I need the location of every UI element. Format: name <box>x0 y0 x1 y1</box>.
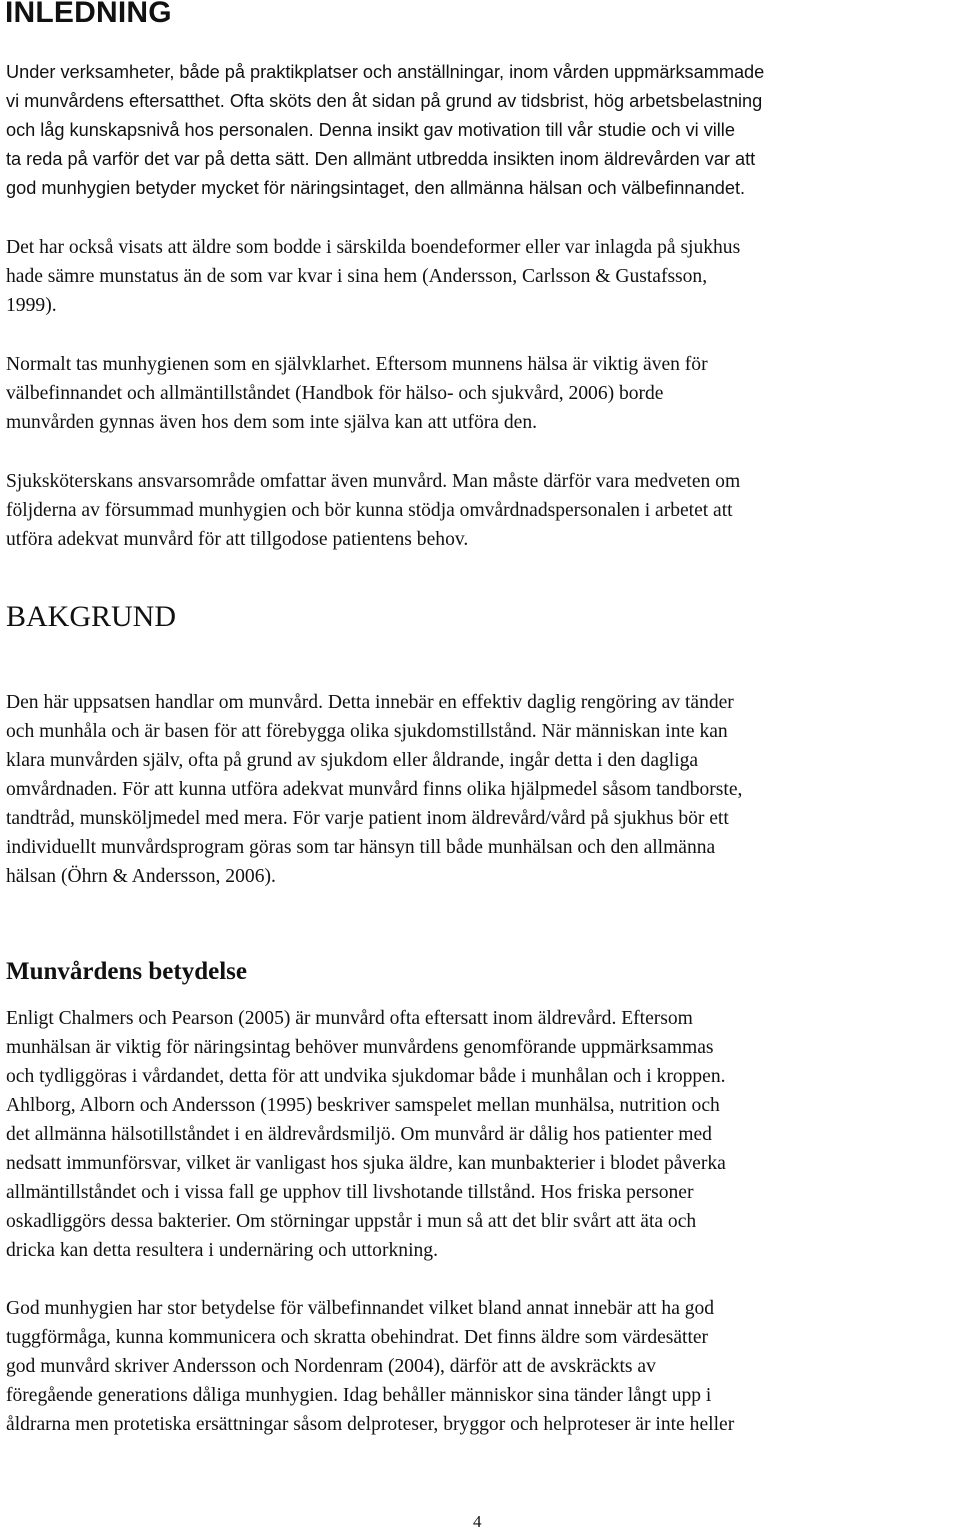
text-line: Sjuksköterskans ansvarsområde omfattar även munvård. Man måste därför vara medveten om <box>6 471 741 492</box>
intro-paragraph <box>6 58 956 203</box>
text-line: och låg kunskapsnivå hos personalen. Denna insikt gav motivation till vår studie och vi ville <box>6 120 735 140</box>
text-line: följderna av försummad munhygien och bör kunna stödja omvårdnadspersonalen i arbetet att <box>6 500 733 521</box>
text-line: oskadliggörs dessa bakterier. Om störningar uppstår i mun så att det blir svårt att äta och <box>6 1211 697 1232</box>
text-line: Normalt tas munhygienen som en självklarhet. Eftersom munnens hälsa är viktig även för <box>6 354 708 375</box>
paragraph-munhygien <box>6 350 956 437</box>
page-number: 4 <box>473 1512 482 1531</box>
text-line: hälsan (Öhrn & Andersson, 2006). <box>6 866 276 887</box>
text-line: föregående generations dåliga munhygien. Idag behåller människor sina tänder långt upp i <box>6 1385 712 1406</box>
text-line: utföra adekvat munvård för att tillgodose patientens behov. <box>6 529 469 550</box>
heading-inledning: INLEDNING <box>5 0 172 29</box>
text-line: Under verksamheter, både på praktikplatser och anställningar, inom vården uppmärksammade <box>6 62 765 82</box>
text-line: Ahlborg, Alborn och Andersson (1995) beskriver samspelet mellan munhälsa, nutrition och <box>6 1095 720 1116</box>
text-line: Det har också visats att äldre som bodde i särskilda boendeformer eller var inlagda på sjukhus <box>6 237 741 258</box>
text-line: hade sämre munstatus än de som var kvar i sina hem (Andersson, Carlsson & Gustafsson, <box>6 266 708 287</box>
text-line: tandtråd, munsköljmedel med mera. För varje patient inom äldrevård/vård på sjukhus bör ett <box>6 808 729 829</box>
text-line: välbefinnandet och allmäntillståndet (Handbok för hälso- och sjukvård, 2006) borde <box>6 383 664 404</box>
text-line: god munhygien betyder mycket för näringsintaget, den allmänna hälsan och välbefinnandet. <box>6 178 746 198</box>
text-line: nedsatt immunförsvar, vilket är vanligast hos sjuka äldre, kan munbakterier i blodet påverka <box>6 1153 726 1174</box>
text-line: Den här uppsatsen handlar om munvård. Detta innebär en effektiv daglig rengöring av tänder <box>6 692 734 713</box>
heading-bakgrund: BAKGRUND <box>6 600 177 633</box>
text-line: Enligt Chalmers och Pearson (2005) är munvård ofta eftersatt inom äldrevård. Eftersom <box>6 1008 693 1029</box>
heading-munvardens-betydelse: Munvårdens betydelse <box>6 958 247 985</box>
paragraph-munvard-2 <box>6 1294 956 1439</box>
paragraph-boendeformer <box>6 233 956 320</box>
text-line: omvårdnaden. För att kunna utföra adekvat munvård finns olika hjälpmedel såsom tandborste, <box>6 779 743 800</box>
text-line: tuggförmåga, kunna kommunicera och skratta obehindrat. Det finns äldre som värdesätter <box>6 1327 709 1348</box>
paragraph-ansvarsomrade <box>6 467 956 554</box>
paragraph-munvard-1 <box>6 1004 956 1265</box>
text-line: det allmänna hälsotillståndet i en äldrevårdsmiljö. Om munvård är dålig hos patienter med <box>6 1124 712 1145</box>
text-line: och tydliggöras i vårdandet, detta för att undvika sjukdomar både i munhålan och i kroppen. <box>6 1066 726 1087</box>
text-line: klara munvården själv, ofta på grund av sjukdom eller åldrande, ingår detta i den dagliga <box>6 750 699 771</box>
text-line: 1999). <box>6 295 57 316</box>
text-line: ta reda på varför det var på detta sätt. Den allmänt utbredda insikten inom äldrevården var att <box>6 149 756 169</box>
text-line: allmäntillståndet och i vissa fall ge upphov till livshotande tillstånd. Hos friska personer <box>6 1182 694 1203</box>
text-line: god munvård skriver Andersson och Nordenram (2004), därför att de avskräckts av <box>6 1356 656 1377</box>
text-line: vi munvårdens eftersatthet. Ofta sköts den åt sidan på grund av tidsbrist, hög arbetsbelastning <box>6 91 763 111</box>
text-line: God munhygien har stor betydelse för välbefinnandet vilket bland annat innebär att ha god <box>6 1298 715 1319</box>
text-line: munhälsan är viktig för näringsintag behöver munvårdens genomförande uppmärksammas <box>6 1037 714 1058</box>
text-line: munvården gynnas även hos dem som inte själva kan att utföra den. <box>6 412 538 433</box>
text-line: och munhåla och är basen för att förebygga olika sjukdomstillstånd. När människan inte kan <box>6 721 728 742</box>
text-line: dricka kan detta resultera i undernäring och uttorkning. <box>6 1240 439 1261</box>
text-line: individuellt munvårdsprogram göras som tar hänsyn till både munhälsan och den allmänna <box>6 837 716 858</box>
paragraph-bakgrund <box>6 688 956 891</box>
text-line: åldrarna men protetiska ersättningar såsom delproteser, bryggor och helproteser är inte heller <box>6 1414 735 1435</box>
